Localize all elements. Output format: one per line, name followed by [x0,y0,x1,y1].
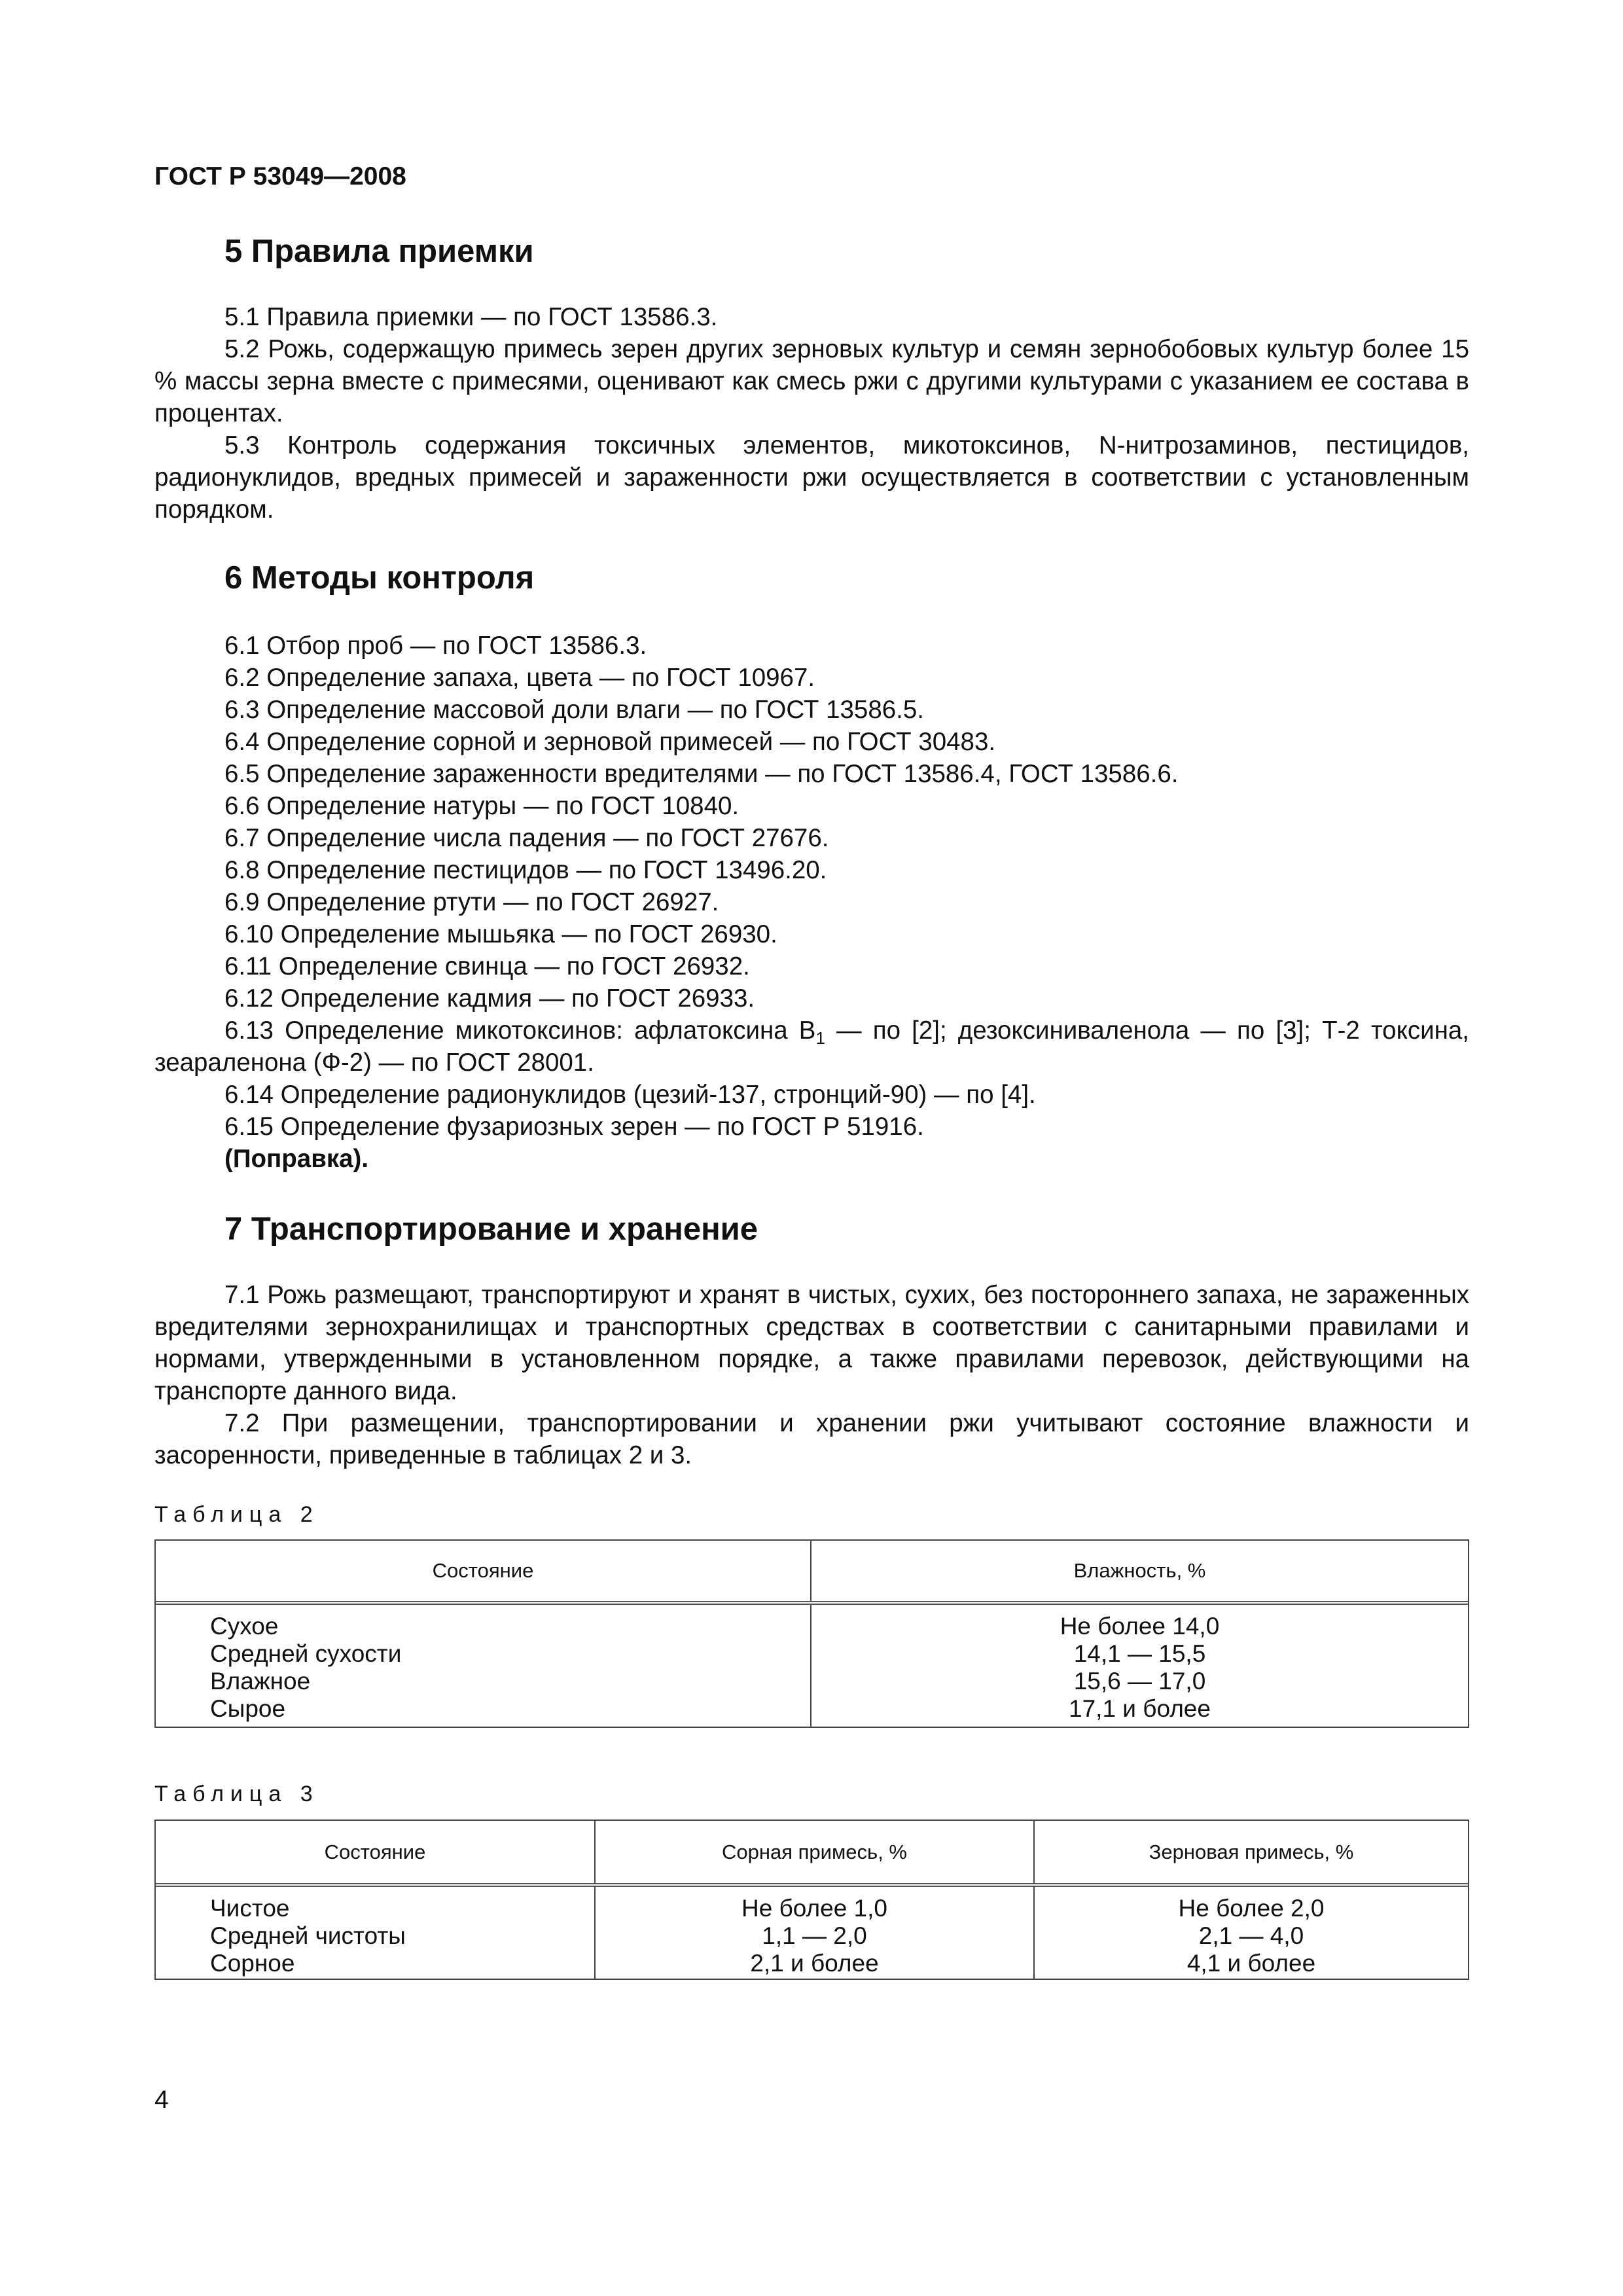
column-header: Зерновая примесь, % [1149,1840,1354,1863]
table-cell: Не более 14,0 [1060,1613,1220,1640]
list-item: 6.7 Определение числа падения — по ГОСТ 27676. [224,824,829,852]
table-cell: 2,1 — 4,0 [1198,1922,1304,1949]
paragraph-6-13 [154,1014,1469,1079]
paragraph-5-3: 5.3 Контроль содержания токсичных элементов, микотоксинов, N-нитрозаминов, пестицидов, радионуклидов, вредных примесей и зараженности ржи осуществляется в соответствии с установленным порядком. [154,431,1469,524]
methods-list-tail [224,1079,1036,1175]
list-item: 6.9 Определение ртути — по ГОСТ 26927. [224,888,719,916]
table-cell: Средней сухости [210,1640,402,1667]
paragraph-5-2: 5.2 Рожь, содержащую примесь зерен других зерновых культур и семян зернобобовых культур более 15 % массы зерна вместе с примесями, оценивают как смесь ржи с другими культурами с указанием ее состава в процентах. [154,335,1469,427]
item-6-13-part-a: 6.13 Определение микотоксинов: афлатоксина В [224,1016,816,1045]
list-item: 6.5 Определение зараженности вредителями — по ГОСТ 13586.4, ГОСТ 13586.6. [224,760,1179,788]
paragraph-7-1: 7.1 Рожь размещают, транспортируют и хранят в чистых, сухих, без постороннего запаха, не зараженных вредителями зернохранилищах и транспортных средствах в соответствии с санитарными правилами и нормами, утвержденными в установленном порядке, а также правилами перевозок, действующими на транспорте данного вида. [154,1281,1469,1405]
list-item: 6.6 Определение натуры — по ГОСТ 10840. [224,792,740,820]
list-item: 6.8 Определение пестицидов — по ГОСТ 13496.20. [224,856,827,884]
table-cell: 1,1 — 2,0 [762,1922,867,1949]
table-cell: 4,1 и более [1186,1950,1316,1977]
page-number: 4 [154,2086,169,2114]
list-item: 6.10 Определение мышьяка — по ГОСТ 26930. [224,920,777,948]
table-cell: Сухое [210,1613,279,1640]
section-7-title: 7 Транспортирование и хранение [224,1211,758,1247]
list-item: 6.15 Определение фузариозных зерен — по ГОСТ Р 51916. [224,1113,924,1141]
list-item: 6.1 Отбор проб — по ГОСТ 13586.3. [224,632,647,660]
list-item: 6.12 Определение кадмия — по ГОСТ 26933. [224,984,755,1013]
table-cell: Не более 2,0 [1178,1895,1325,1922]
document-header: ГОСТ Р 53049—2008 [154,162,406,190]
list-item: 6.2 Определение запаха, цвета — по ГОСТ 10967. [224,664,815,692]
table-body [156,1887,1468,1980]
table-cell: 15,6 — 17,0 [1073,1668,1206,1695]
subscript-1: 1 [815,1028,825,1048]
list-item: 6.3 Определение массовой доли влаги — по ГОСТ 13586.5. [224,696,924,724]
table-header [156,1821,1468,1887]
table-cell: Сорное [210,1950,295,1977]
table-2-caption: Таблица 2 [154,1502,319,1527]
column-header: Сорная примесь, % [596,1821,1035,1883]
table-cell: Средней чистоты [210,1922,406,1949]
table-header [156,1541,1468,1605]
list-item: 6.4 Определение сорной и зерновой примесей — по ГОСТ 30483. [224,728,996,756]
table-3 [154,1820,1469,1980]
section-5-title: 5 Правила приемки [224,234,534,269]
paragraph-5-1: 5.1 Правила приемки — по ГОСТ 13586.3. [224,303,718,331]
list-item: 6.14 Определение радионуклидов (цезий-137, стронций-90) — по [4]. [224,1081,1036,1109]
methods-list [224,630,1178,1014]
table-cell: Сырое [210,1695,286,1722]
table-cell: 17,1 и более [1069,1695,1211,1722]
table-cell: Чистое [210,1895,290,1922]
list-item: 6.11 Определение свинца — по ГОСТ 26932. [224,952,750,980]
table-cell: Не более 1,0 [741,1895,887,1922]
table-body [156,1605,1468,1728]
column-header: Состояние [156,1821,596,1883]
table-cell: 14,1 — 15,5 [1073,1640,1206,1667]
table-cell: Влажное [210,1668,311,1695]
amendment-note: (Поправка). [224,1145,369,1173]
table-3-caption: Таблица 3 [154,1782,319,1806]
column-header: Влажность, % [1073,1559,1206,1582]
table-cell: 2,1 и более [750,1950,879,1977]
item-6-13-part-b: — по [2]; дезоксиниваленола — по [3]; Т-2 токсина, зеараленона (Ф-2) — по ГОСТ 28001. [154,1016,1469,1077]
table-2 [154,1539,1469,1728]
section-6-title: 6 Методы контроля [224,560,535,596]
column-header: Состояние [156,1541,812,1601]
paragraph-7-2: 7.2 При размещении, транспортировании и хранении ржи учитывают состояние влажности и засоренности, приведенные в таблицах 2 и 3. [154,1409,1469,1469]
